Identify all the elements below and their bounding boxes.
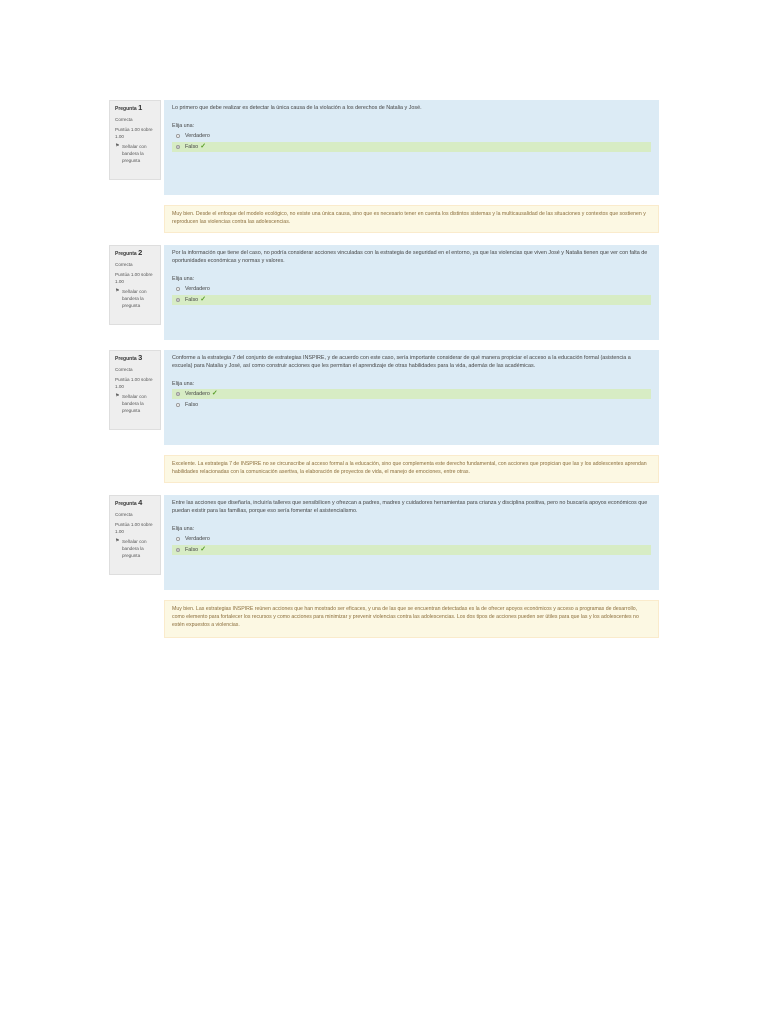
question-grade: Puntúa 1.00 sobre 1.00 — [115, 272, 153, 284]
question-content — [164, 495, 659, 590]
question-number: Pregunta 4 — [115, 498, 143, 507]
option-verdadero[interactable]: Verdadero — [172, 534, 651, 544]
radio-button[interactable] — [176, 403, 180, 407]
flag-icon: ⚑ — [115, 538, 120, 544]
flag-question-button[interactable]: ⚑ Señalar con bandera la pregunta — [115, 538, 147, 558]
answer-prompt: Elija una: — [172, 123, 195, 129]
question-number: Pregunta 1 — [115, 103, 143, 112]
answer-prompt: Elija una: — [172, 526, 195, 532]
option-falso[interactable]: Falso ✓ — [172, 142, 651, 152]
question-text: Por la información que tiene del caso, no podría considerar acciones vinculadas con la estrategia de seguridad en el entorno, ya que las violencias que viven José y Natalia tienen que ver con falta de oportunidades económicas y normas y valores. — [172, 250, 648, 264]
answer-prompt: Elija una: — [172, 276, 195, 282]
option-verdadero[interactable]: Verdadero ✓ — [172, 389, 651, 399]
radio-button[interactable] — [176, 134, 180, 138]
feedback-box: Excelente. La estrategia 7 de INSPIRE no se circunscribe al acceso formal a la educación, sino que complementa este derecho fundamental, con acciones que propician que las y los adolescentes aprendan habilidades relacionadas con la comunicación asertiva, la elaboración de proyectos de vida, el manejo de emociones, entre otras. — [164, 455, 659, 483]
feedback-box: Muy bien. Desde el enfoque del modelo ecológico, no existe una única causa, sino que es necesario tener en cuenta los distintos sistemas y la multicausalidad de las situaciones y contextos que sostienen y reproducen las violencias contra las adolescencias. — [164, 205, 659, 233]
flag-icon: ⚑ — [115, 288, 120, 294]
question-info — [109, 100, 161, 180]
question-content — [164, 245, 659, 340]
question-info — [109, 350, 161, 430]
correct-check-icon: ✓ — [200, 296, 207, 303]
question-state: Correcta — [115, 367, 133, 372]
correct-check-icon: ✓ — [211, 390, 218, 397]
correct-check-icon: ✓ — [200, 546, 207, 553]
radio-button[interactable] — [176, 287, 180, 291]
question-grade: Puntúa 1.00 sobre 1.00 — [115, 127, 153, 139]
question-text: Conforme a la estrategia 7 del conjunto de estrategias INSPIRE, y de acuerdo con este caso, sería importante considerar de qué manera propiciar el acceso a la educación formal (asistencia a escuela) para Natalia y José, así como construir acciones que les permitan el aprendizaje de otras habilidades para la vida, además de las académicas. — [172, 355, 631, 369]
correct-check-icon: ✓ — [200, 143, 207, 150]
option-falso[interactable]: Falso — [172, 400, 651, 410]
question-content — [164, 100, 659, 195]
flag-icon: ⚑ — [115, 393, 120, 399]
question-info — [109, 495, 161, 575]
radio-button[interactable] — [176, 548, 180, 552]
question-grade: Puntúa 1.00 sobre 1.00 — [115, 522, 153, 534]
flag-icon: ⚑ — [115, 143, 120, 149]
radio-button[interactable] — [176, 392, 180, 396]
radio-button[interactable] — [176, 298, 180, 302]
option-falso[interactable]: Falso ✓ — [172, 545, 651, 555]
flag-question-button[interactable]: ⚑ Señalar con bandera la pregunta — [115, 143, 147, 163]
question-info — [109, 245, 161, 325]
question-text: Entre las acciones que diseñaría, incluiría talleres que sensibilicen y ofrezcan a padres, madres y cuidadores herramientas para crianza y disciplina positiva, pero no buscaría apoyos económicos que puedan existir para las familias, porque eso sería fomentar el asistencialismo. — [172, 500, 648, 514]
question-content — [164, 350, 659, 445]
radio-button[interactable] — [176, 537, 180, 541]
question-state: Correcta — [115, 262, 133, 267]
option-verdadero[interactable]: Verdadero — [172, 284, 651, 294]
question-text: Lo primero que debe realizar es detectar la única causa de la violación a los derechos de Natalia y José. — [172, 105, 422, 111]
option-falso[interactable]: Falso ✓ — [172, 295, 651, 305]
flag-question-button[interactable]: ⚑ Señalar con bandera la pregunta — [115, 393, 147, 413]
option-verdadero[interactable]: Verdadero — [172, 131, 651, 141]
answer-prompt: Elija una: — [172, 381, 195, 387]
question-number: Pregunta 2 — [115, 248, 143, 257]
question-number: Pregunta 3 — [115, 353, 143, 362]
question-grade: Puntúa 1.00 sobre 1.00 — [115, 377, 153, 389]
feedback-box: Muy bien. Las estrategias INSPIRE reúnen acciones que han mostrado ser eficaces, y una de las que se encuentran detectadas es la de ofrecer apoyos económicos y acceso a programas de desarrollo, como elemento para fortalecer los recursos y como acciones para minimizar y prevenir violencias contra las adolescencias. Los dos tipos de acciones pueden ser útiles para que las y los adolescentes no estén expuestos a violencias. — [164, 600, 659, 638]
question-state: Correcta — [115, 117, 133, 122]
flag-question-button[interactable]: ⚑ Señalar con bandera la pregunta — [115, 288, 147, 308]
question-state: Correcta — [115, 512, 133, 517]
radio-button[interactable] — [176, 145, 180, 149]
